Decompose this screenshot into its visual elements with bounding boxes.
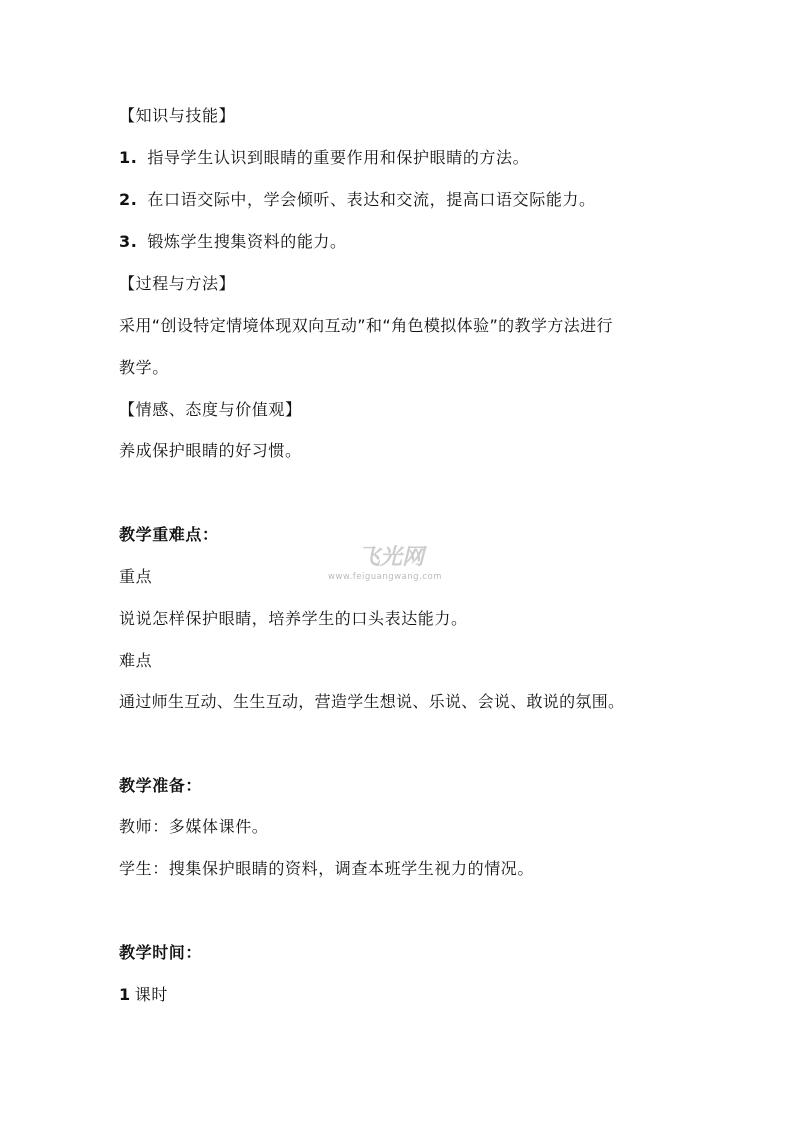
time-number: 1 bbox=[119, 985, 131, 1004]
time-unit: 课时 bbox=[134, 985, 168, 1004]
preparation-teacher: 教师：多媒体课件。 bbox=[119, 817, 269, 836]
difficulty-label: 难点 bbox=[119, 651, 153, 670]
process-line-1: 采用“创设特定情境体现双向互动”和“角色模拟体验”的教学方法进行 bbox=[119, 316, 613, 335]
focus-label: 重点 bbox=[119, 567, 153, 586]
watermark-url: www.feiguangwang.com bbox=[328, 572, 442, 582]
knowledge-item-3 bbox=[119, 232, 347, 252]
time-title: 教学时间： bbox=[119, 943, 203, 962]
item-number: 1. bbox=[119, 148, 138, 167]
difficulty-text: 通过师生互动、生生互动，营造学生想说、乐说、会说、敢说的氛围。 bbox=[119, 692, 625, 711]
knowledge-heading: 【知识与技能】 bbox=[119, 106, 236, 125]
emotion-text: 养成保护眼睛的好习惯。 bbox=[119, 441, 302, 460]
focus-text: 说说怎样保护眼睛，培养学生的口头表达能力。 bbox=[119, 609, 468, 628]
watermark-logo-text: 飞光网 bbox=[358, 545, 425, 570]
process-heading: 【过程与方法】 bbox=[119, 274, 236, 293]
watermark-logo bbox=[326, 538, 476, 588]
item-number: 2. bbox=[119, 190, 138, 209]
preparation-student: 学生：搜集保护眼睛的资料，调查本班学生视力的情况。 bbox=[119, 859, 535, 878]
item-text: 锻炼学生搜集资料的能力。 bbox=[147, 232, 347, 251]
knowledge-item-2 bbox=[119, 190, 596, 210]
key-points-title: 教学重难点： bbox=[119, 525, 219, 544]
process-line-2: 教学。 bbox=[119, 358, 169, 377]
item-text: 指导学生认识到眼睛的重要作用和保护眼睛的方法。 bbox=[147, 148, 530, 167]
preparation-title: 教学准备： bbox=[119, 776, 203, 795]
item-number: 3. bbox=[119, 232, 138, 251]
knowledge-item-1 bbox=[119, 148, 529, 168]
item-text: 在口语交际中，学会倾听、表达和交流，提高口语交际能力。 bbox=[147, 190, 596, 209]
emotion-heading: 【情感、态度与价值观】 bbox=[119, 400, 302, 419]
time-value bbox=[119, 985, 168, 1005]
